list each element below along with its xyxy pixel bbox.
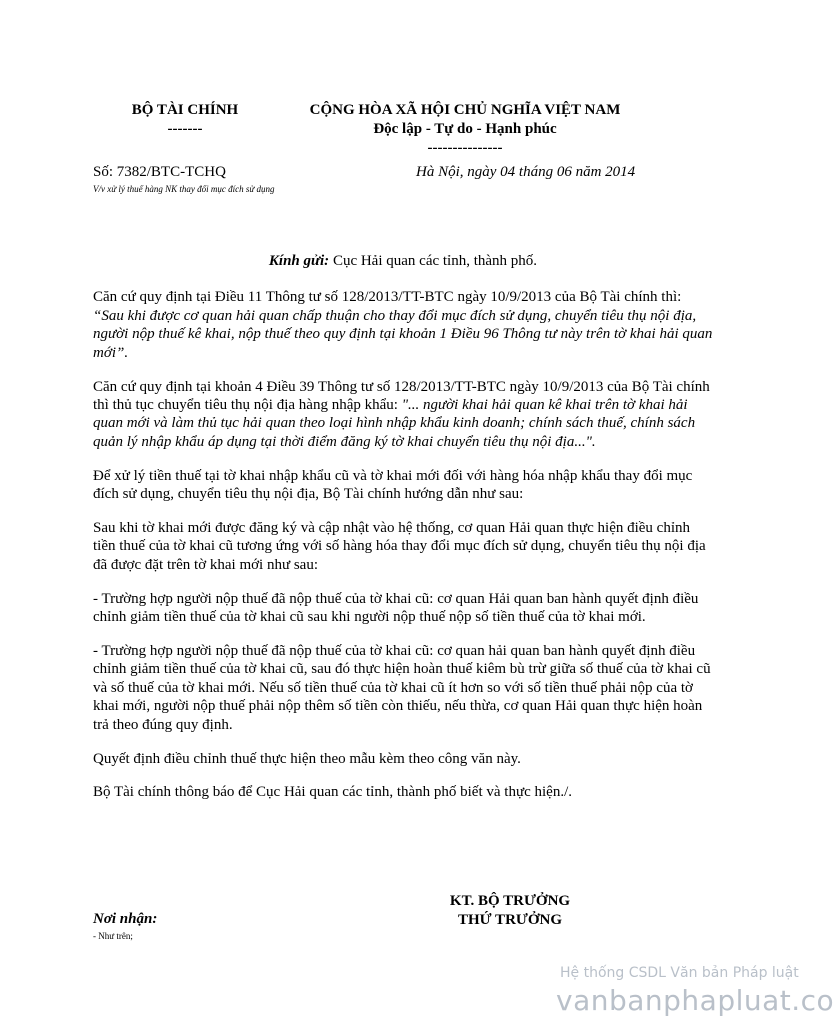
document-number: Số: 7382/BTC-TCHQ [93, 164, 226, 180]
issuer-block [80, 101, 290, 139]
signature-position: THỨ TRƯỞNG [457, 912, 563, 928]
paragraph-1 [93, 288, 713, 362]
ministry-name: BỘ TÀI CHÍNH [131, 102, 239, 118]
paragraph-5: - Trường hợp người nộp thuế đã nộp thuế của tờ khai cũ: cơ quan Hải quan ban hành quyết định điều chỉnh giảm tiền thuế của tờ khai cũ sau khi người nộp thuế nộp số tiền thuế của tờ khai mới. [93, 590, 699, 626]
greeting-label: Kính gửi: [268, 253, 330, 269]
nation-name: CỘNG HÒA XÃ HỘI CHỦ NGHĨA VIỆT NAM [309, 102, 621, 118]
document-body [93, 252, 713, 817]
greeting [93, 252, 713, 270]
paragraph-8: Bộ Tài chính thông báo để Cục Hải quan các tỉnh, thành phố biết và thực hiện./. [93, 784, 572, 801]
paragraph-4: Sau khi tờ khai mới được đăng ký và cập nhật vào hệ thống, cơ quan Hải quan thực hiện điều chỉnh tiền thuế của tờ khai cũ tương ứng với số hàng hóa thay đổi mục đích sử dụng, chuyển tiêu thụ nội địa đã được đặt trên tờ khai mới như sau: [93, 519, 706, 573]
paragraph-2-text: Căn cứ quy định tại khoản 4 Điều 39 Thông tư số 128/2013/TT-BTC ngày 10/9/2013 của Bộ Tài chính thì thủ tục chuyển tiêu thụ nội địa hàng nhập khẩu: [93, 378, 710, 413]
paragraph-2-quote: "... người khai hải quan kê khai trên tờ khai hải quan mới và làm thủ tục hải quan theo loại hình nhập khẩu kinh doanh; chính sách thuế, chính sách quản lý nhập khẩu áp dụng tại thời điểm đăng ký tờ khai chuyển tiêu thụ nội địa...". [93, 396, 696, 450]
paragraph-1-quote: “Sau khi được cơ quan hải quan chấp thuận cho thay đổi mục đích sử dụng, chuyển tiêu thụ nội địa, người nộp thuế kê khai, nộp thuế theo quy định tại khoản 1 Điều 96 Thông tư này trên tờ khai hải quan mới”. [93, 307, 713, 361]
ministry-rule: ------- [167, 121, 203, 137]
national-heading-block [290, 101, 640, 158]
paragraph-2 [93, 378, 713, 452]
national-motto: Độc lập - Tự do - Hạnh phúc [373, 121, 557, 137]
signature-title: KT. BỘ TRƯỞNG [449, 893, 571, 909]
paragraph-6: - Trường hợp người nộp thuế đã nộp thuế của tờ khai cũ: cơ quan hải quan ban hành quyết định điều chỉnh giảm tiền thuế của tờ khai cũ, sau đó thực hiện hoàn thuế kiêm bù trừ giữa số thuế của tờ khai cũ và số thuế của tờ khai mới. Nếu số tiền thuế của tờ khai cũ ít hơn so với số tiền thuế phải nộp của tờ khai mới, người nộp thuế phải nộp thêm số tiền còn thiếu, nếu thừa, cơ quan Hải quan thực hiện hoàn trả theo đúng quy định. [93, 643, 711, 733]
greeting-recipient: Cục Hải quan các tỉnh, thành phố. [329, 253, 538, 269]
paragraph-3: Để xử lý tiền thuế tại tờ khai nhập khẩu cũ và tờ khai mới đối với hàng hóa nhập khẩu thay đổi mục đích sử dụng, chuyển tiêu thụ nội địa, Bộ Tài chính hướng dẫn như sau: [93, 467, 693, 503]
paragraph-1-text: Căn cứ quy định tại Điều 11 Thông tư số 128/2013/TT-BTC ngày 10/9/2013 của Bộ Tài chính thì: [93, 289, 682, 306]
paragraph-7: Quyết định điều chỉnh thuế thực hiện theo mẫu kèm theo công văn này. [93, 750, 521, 767]
watermark-site: vanbanphapluat.co [556, 984, 834, 1017]
recipients-title: Nơi nhận: [93, 911, 158, 927]
signature-block [420, 892, 600, 930]
document-subject: V/v xử lý thuế hàng NK thay đổi mục đích sử dụng [93, 184, 275, 194]
document-date: Hà Nội, ngày 04 tháng 06 năm 2014 [416, 164, 636, 180]
motto-rule: --------------- [427, 140, 503, 156]
recipients-item: - Như trên; [93, 931, 133, 941]
watermark-caption: Hệ thống CSDL Văn bản Pháp luật [560, 965, 799, 981]
